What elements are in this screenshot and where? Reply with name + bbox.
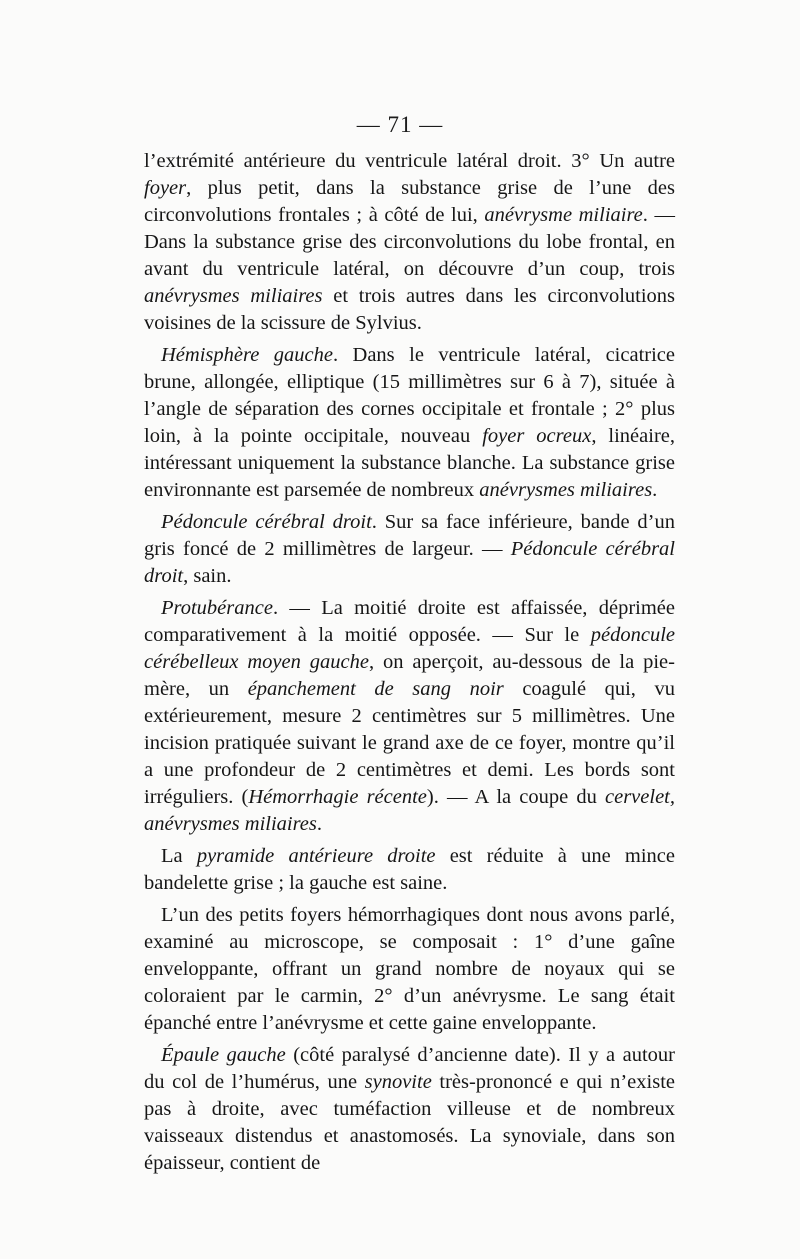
text-run: L’un des petits foyers hémorrhagiques dont nous avons parlé, examiné au microscope, se composait : 1° d’une gaîne enveloppante, offrant un grand nombre de noyaux qui se coloraient par le carmin, 2° d’un anévrysme. Le sang était épanché entre l’anévrysme et cette gaine enveloppante. [144, 904, 675, 1034]
italic-term: Protubérance [161, 597, 273, 619]
paragraph-continuation [144, 148, 675, 337]
text-run: . — La moitié droite est affaissée, déprimée comparativement à la moitié opposée. — Sur le [144, 597, 675, 646]
text-run: est réduite à une mince bandelette grise ; la gauche est saine. [144, 845, 675, 894]
text-run: , on aperçoit, au-dessous de la pie-mère, un [144, 651, 675, 700]
text-run: . [316, 813, 323, 835]
text-run: et trois autres dans les circonvolutions voisines de la scissure de Sylvius. [144, 285, 676, 334]
paragraph-hemisphere-gauche [144, 342, 675, 504]
text-run: . — Dans la substance grise des circonvolutions du lobe frontal, en avant du ventricule latéral, on découvre d’un coup, trois [144, 204, 676, 280]
text-run: (côté paralysé d’ancienne date). Il y a autour du col de l’humérus, une [144, 1044, 675, 1093]
italic-term: foyer ocreux [482, 425, 592, 447]
italic-term: cervelet, anévrysmes miliaires [144, 786, 675, 835]
text-run: . Sur sa face inférieure, bande d’un gris foncé de 2 millimètres de largeur. — [144, 511, 675, 560]
text-run: coagulé qui, vu extérieurement, mesure 2 centimètres sur 5 millimètres. Une incision pratiquée suivant le grand axe de ce foyer, montre qu’il a une profondeur de 2 centimètres et demi. Les bords sont irréguliers. ( [144, 678, 675, 808]
text-run: . [652, 479, 658, 501]
italic-term: épanchement de sang noir [247, 678, 504, 700]
italic-term: synovite [364, 1071, 432, 1093]
italic-term: Hémorrhagie récente [248, 786, 427, 808]
italic-term: foyer [144, 177, 187, 199]
paragraph-pyramide [144, 843, 675, 897]
italic-term: pyramide antérieure droite [196, 845, 436, 867]
text-run: , sain. [183, 565, 232, 587]
italic-term: anévrysmes miliaires [479, 479, 653, 501]
text-run: très-prononcé e qui n’existe pas à droite, avec tuméfaction villeuse et de nombreux vaisseaux distendus et anastomosés. La synoviale, dans son épaisseur, contient de [144, 1071, 675, 1174]
paragraph-microscope [144, 902, 675, 1037]
italic-term: Hémisphère gauche [161, 344, 333, 366]
body-text [144, 148, 675, 1177]
text-run: l’extrémité antérieure du ventricule latéral droit. 3° Un autre [144, 150, 675, 172]
text-run: , linéaire, intéressant uniquement la substance blanche. La substance grise environnante est parsemée de nombreux [144, 425, 675, 501]
text-run: La [161, 845, 197, 867]
paragraph-epaule-gauche [144, 1042, 675, 1177]
italic-term: anévrysmes miliaires [144, 285, 323, 307]
italic-term: pédoncule cérébelleux moyen gauche [144, 624, 675, 673]
text-run: , plus petit, dans la substance grise de l’une des circonvolutions frontales ; à côté de lui, [144, 177, 675, 226]
italic-term: Épaule gauche [161, 1044, 286, 1066]
italic-term: anévrysme miliaire [484, 204, 643, 226]
italic-term: Pédoncule cérébral droit [161, 511, 372, 533]
italic-term: Pédoncule cérébral droit [144, 538, 675, 587]
paragraph-protuberance [144, 595, 675, 838]
paragraph-pedoncule-cerebral [144, 509, 675, 590]
text-run: ). — A la coupe du [426, 786, 605, 808]
text-run: . Dans le ventricule latéral, cicatrice brune, allongée, elliptique (15 millimètres sur 6 à 7), située à l’angle de séparation des cornes occipitale et frontale ; 2° plus loin, à la pointe occipitale, nouveau [144, 344, 675, 447]
page-number: — 71 — [356, 112, 444, 137]
